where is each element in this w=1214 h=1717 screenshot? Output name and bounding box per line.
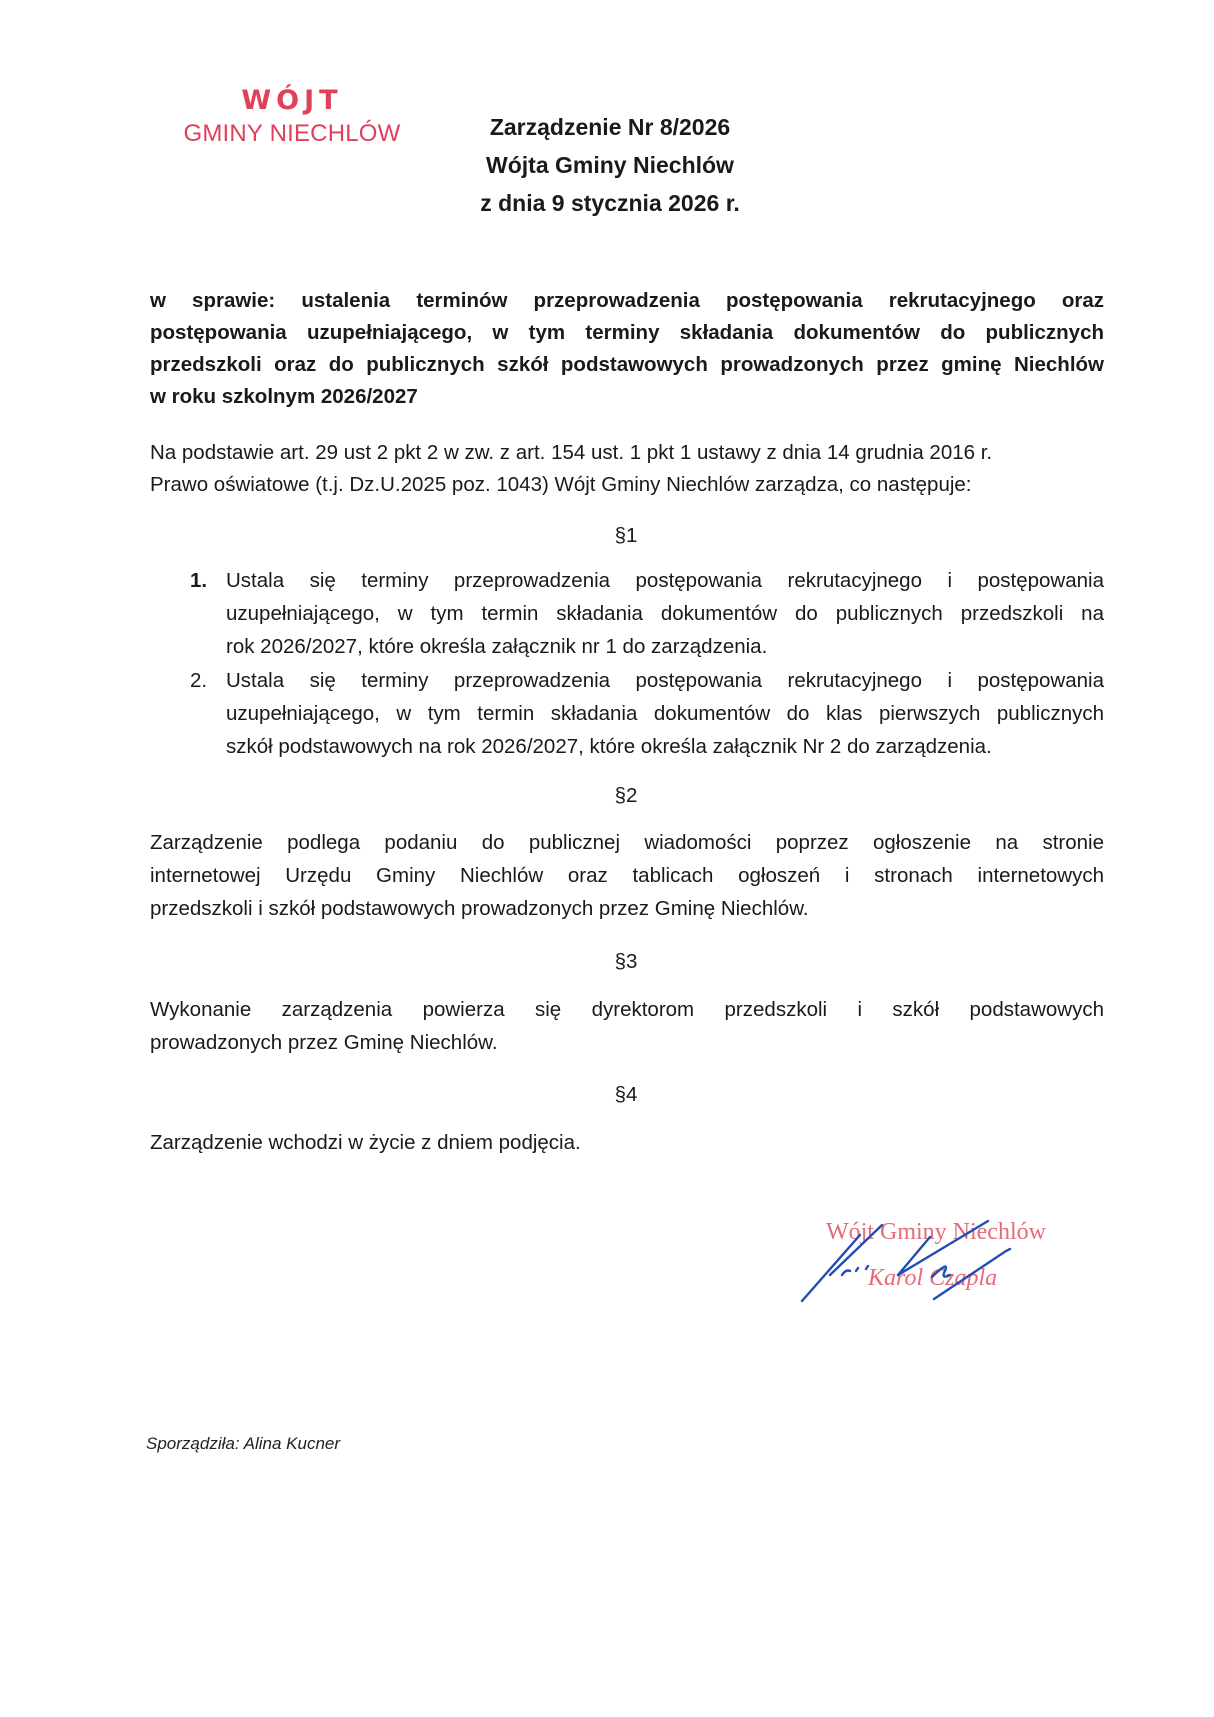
item-line: uzupełniającego, w tym termin składania dokumentów do klas pierwszych publicznych [226, 702, 1104, 725]
item-number: 1. [190, 569, 208, 592]
item-line: szkół podstawowych na rok 2026/2027, które określa załącznik Nr 2 do zarządzenia. [226, 735, 992, 758]
stamp-municipality: GMINY NIECHLÓW [183, 120, 401, 147]
section-2-text [150, 826, 1104, 925]
section-1-item-1 [150, 564, 1104, 663]
signature-block [790, 1205, 1060, 1315]
section-line: internetowej Urzędu Gminy Niechlów oraz tablicach ogłoszeń i stronach internetowych [150, 864, 1104, 887]
subject-line: postępowania uzupełniającego, w tym terminy składania dokumentów do publicznych [150, 321, 1104, 344]
section-1-item-2 [150, 664, 1104, 763]
section-mark-1: §1 [614, 524, 638, 547]
section-mark-3: §3 [614, 950, 638, 973]
subject-line: w sprawie: ustalenia terminów przeprowadzenia postępowania rekrutacyjnego oraz [150, 289, 1104, 312]
prepared-by: Sporządziła: Alina Kucner [146, 1434, 341, 1453]
item-line: Ustala się terminy przeprowadzenia postępowania rekrutacyjnego i postępowania [226, 569, 1104, 592]
item-number: 2. [190, 669, 208, 692]
document-title: Zarządzenie Nr 8/2026 [489, 114, 731, 140]
document-date: z dnia 9 stycznia 2026 r. [480, 190, 740, 216]
handwritten-signature-icon [790, 1205, 1060, 1315]
legal-basis-line: Na podstawie art. 29 ust 2 pkt 2 w zw. z art. 154 ust. 1 pkt 1 ustawy z dnia 14 grudnia 2016 r. [150, 441, 993, 464]
section-line: prowadzonych przez Gminę Niechlów. [150, 1031, 498, 1054]
legal-basis-line: Prawo oświatowe (t.j. Dz.U.2025 poz. 1043) Wójt Gminy Niechlów zarządza, co następuje: [150, 473, 972, 496]
section-mark-2: §2 [614, 784, 638, 807]
stamp-title: WÓJT [241, 85, 343, 116]
section-line: Zarządzenie podlega podaniu do publicznej wiadomości poprzez ogłoszenie na stronie [150, 831, 1104, 854]
item-line: rok 2026/2027, które określa załącznik nr 1 do zarządzenia. [226, 635, 768, 658]
section-4-text [150, 1126, 1104, 1159]
section-mark-4: §4 [614, 1083, 638, 1106]
signature-stamp-title: Wójt Gminy Niechlów [826, 1219, 1046, 1245]
legal-basis [150, 437, 1110, 501]
document-issuer: Wójta Gminy Niechlów [486, 152, 734, 178]
item-line: Ustala się terminy przeprowadzenia postępowania rekrutacyjnego i postępowania [226, 669, 1104, 692]
section-3-text [150, 993, 1104, 1059]
document-subject [150, 285, 1104, 413]
section-line: przedszkoli i szkół podstawowych prowadzonych przez Gminę Niechlów. [150, 897, 809, 920]
subject-line: w roku szkolnym 2026/2027 [150, 385, 418, 408]
signature-stamp-name: Karol Czapla [868, 1265, 998, 1291]
item-line: uzupełniającego, w tym termin składania dokumentów do publicznych przedszkoli na [226, 602, 1104, 625]
section-line: Wykonanie zarządzenia powierza się dyrektorom przedszkoli i szkół podstawowych [150, 998, 1104, 1021]
subject-line: przedszkoli oraz do publicznych szkół podstawowych prowadzonych przez gminę Niechlów [150, 353, 1104, 376]
section-line: Zarządzenie wchodzi w życie z dniem podjęcia. [150, 1131, 581, 1154]
